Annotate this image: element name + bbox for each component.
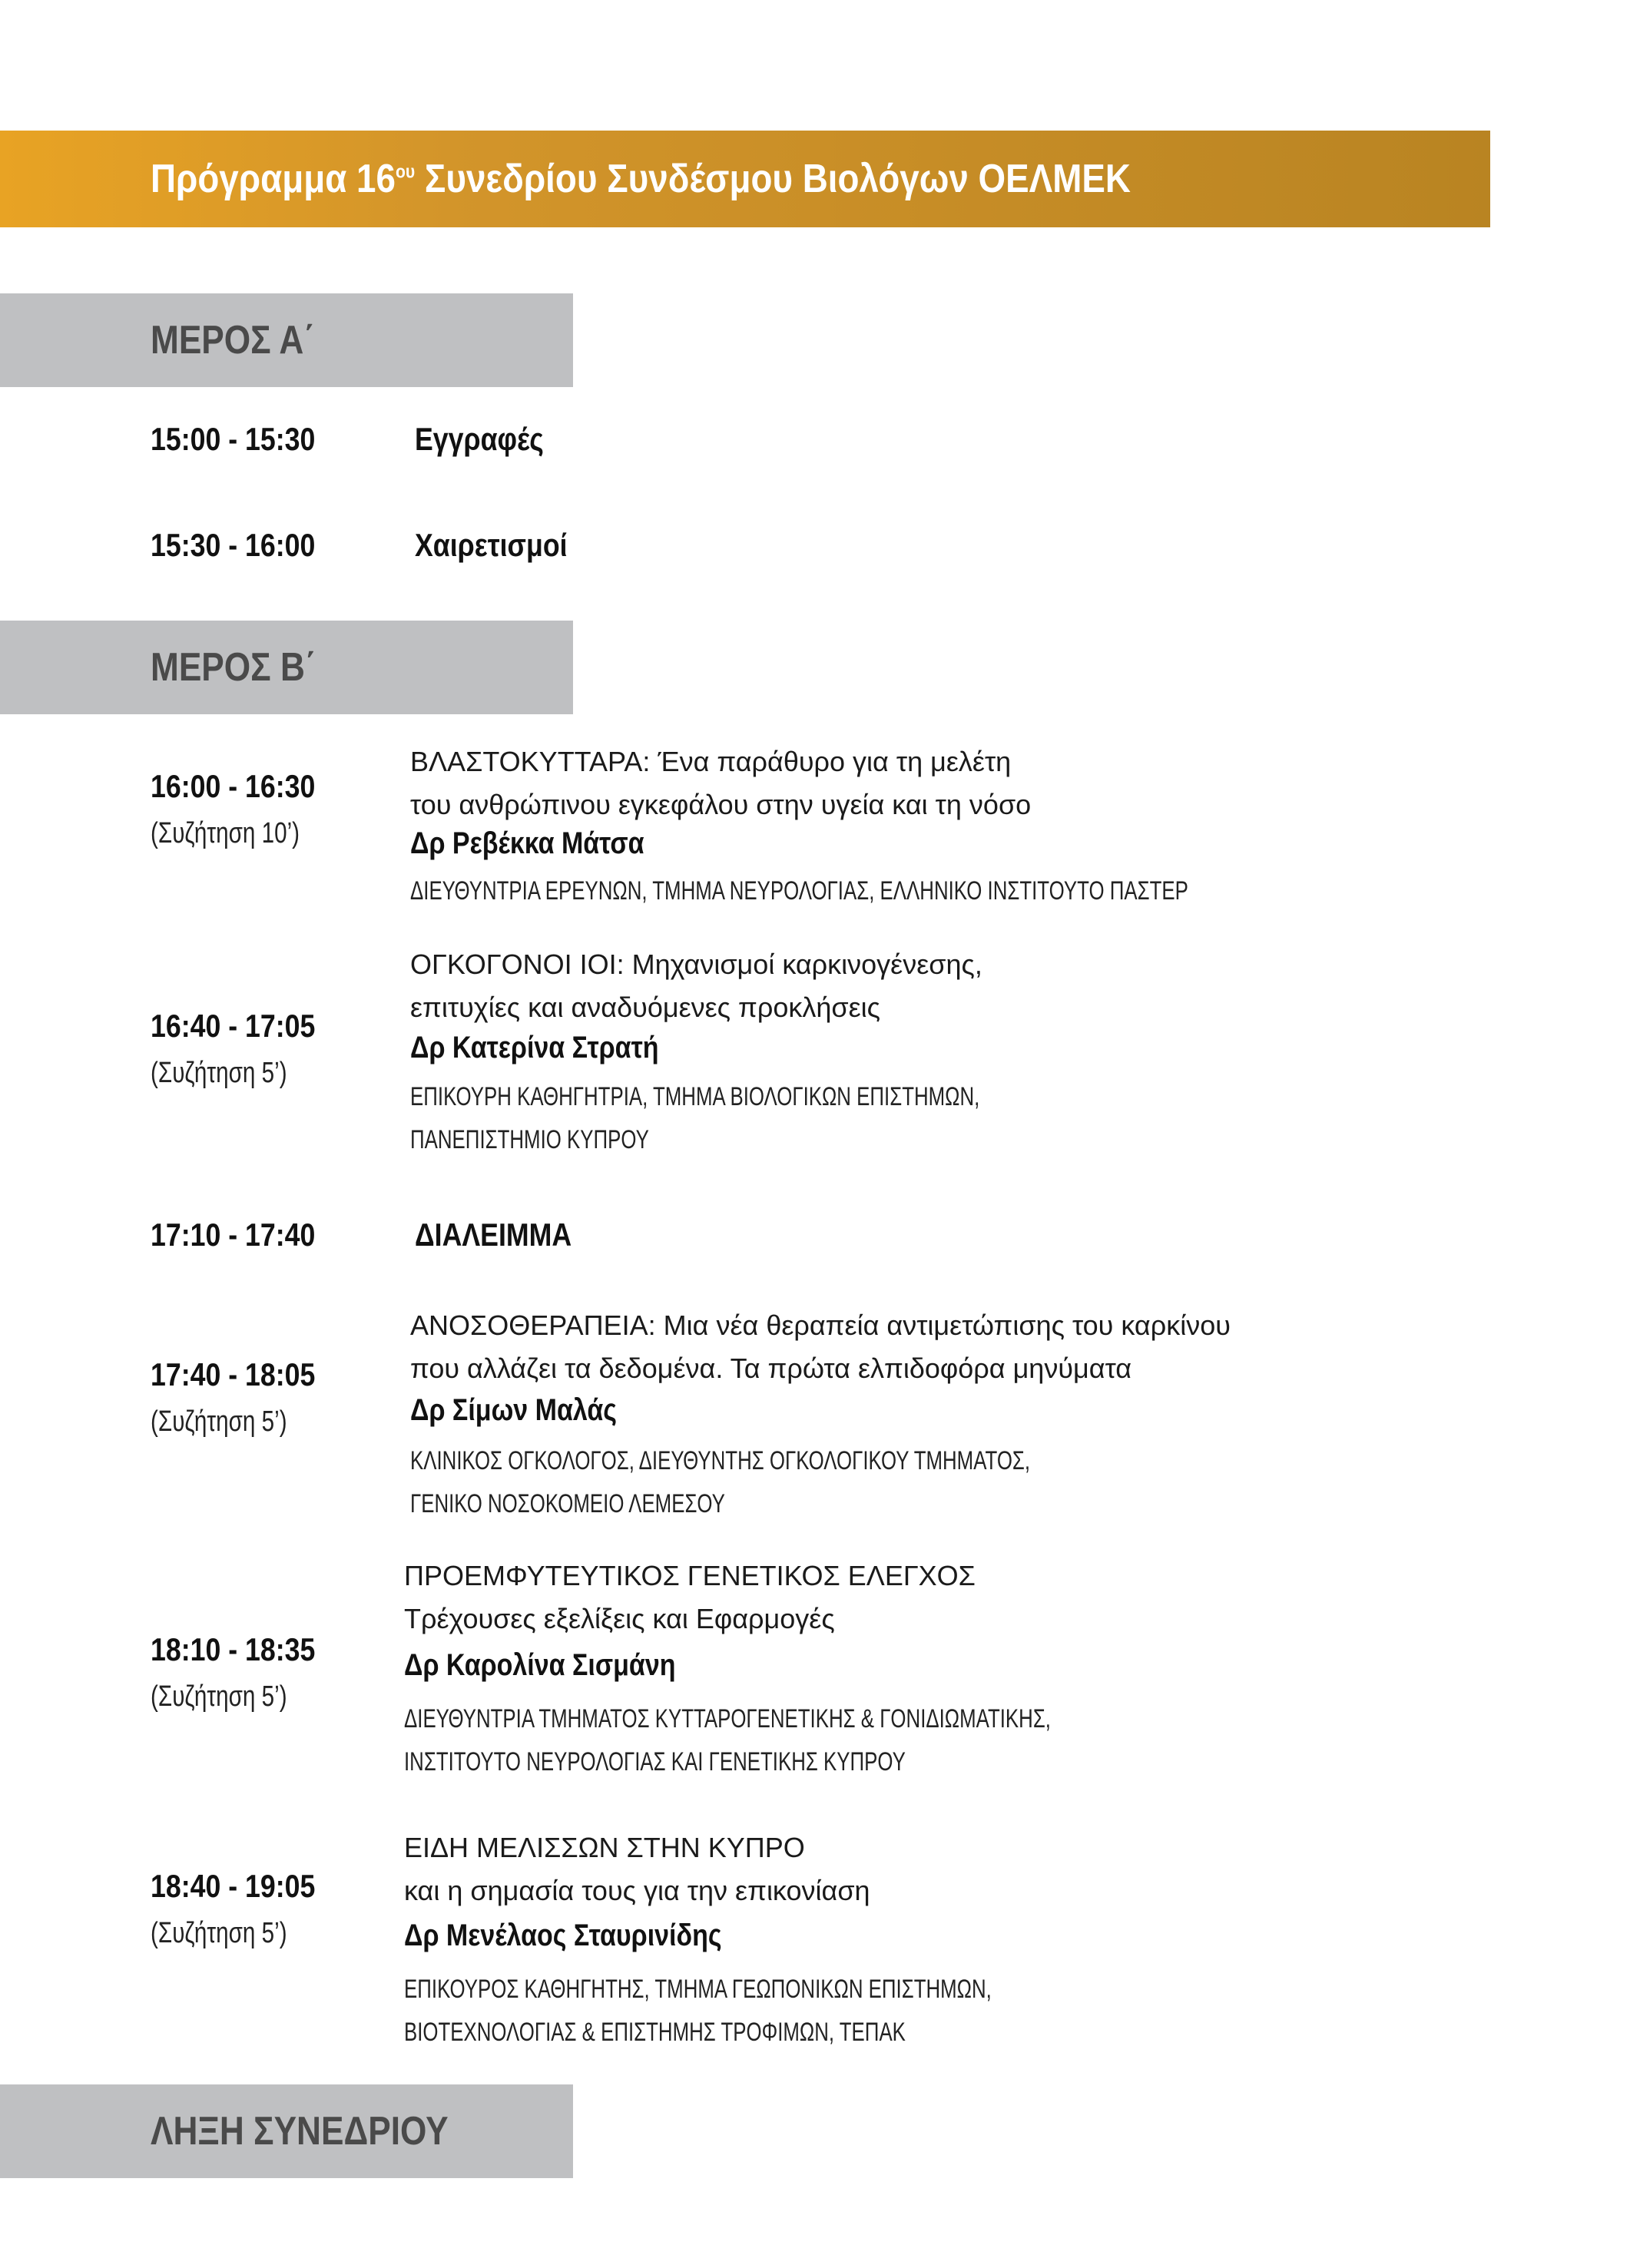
talk-discussion: (Συζήτηση 10’) <box>151 817 300 849</box>
talk-affiliation-line-1: ΔΙΕΥΘΥΝΤΡΙΑ ΕΡΕΥΝΩΝ, ΤΜΗΜΑ ΝΕΥΡΟΛΟΓΙΑΣ, ΕΛΛΗΝΙΚΟ ΙΝΣΤΙΤΟΥΤΟ ΠΑΣΤΕΡ <box>410 876 1188 906</box>
break-title: ΔΙΑΛΕΙΜΜΑ <box>415 1217 572 1253</box>
break-time: 17:10 - 17:40 <box>151 1217 316 1253</box>
talk-speaker: Δρ Ρεβέκκα Μάτσα <box>410 826 644 860</box>
talk-speaker: Δρ Κατερίνα Στρατή <box>410 1031 659 1064</box>
program-title-rest: Συνεδρίου Συνδέσμου Βιολόγων ΟΕΛΜΕΚ <box>415 157 1131 201</box>
program-title-superscript: ου <box>395 161 416 183</box>
section-header-part-a <box>0 293 573 387</box>
schedule-title: Εγγραφές <box>415 421 544 457</box>
talk-topic-line-1: ΟΓΚΟΓΟΝΟΙ ΙΟΙ: Μηχανισμοί καρκινογένεσης, <box>410 949 982 980</box>
talk-discussion: (Συζήτηση 5’) <box>151 1917 287 1949</box>
talk-affiliation-line-1: ΕΠΙΚΟΥΡΗ ΚΑΘΗΓΗΤΡΙΑ, ΤΜΗΜΑ ΒΙΟΛΟΓΙΚΩΝ ΕΠΙΣΤΗΜΩΝ, <box>410 1082 980 1111</box>
program-title-bar <box>0 131 1490 227</box>
talk-time: 16:00 - 16:30 <box>151 768 316 804</box>
section-label-part-b: ΜΕΡΟΣ Β΄ <box>151 645 316 690</box>
talk-affiliation-line-1: ΕΠΙΚΟΥΡΟΣ ΚΑΘΗΓΗΤΗΣ, ΤΜΗΜΑ ΓΕΩΠΟΝΙΚΩΝ ΕΠΙΣΤΗΜΩΝ, <box>404 1975 992 2004</box>
talk-time: 18:10 - 18:35 <box>151 1631 316 1667</box>
talk-topic-line-2: και η σημασία τους για την επικονίαση <box>404 1875 870 1906</box>
talk-topic-line-1: ΕΙΔΗ ΜΕΛΙΣΣΩΝ ΣΤΗΝ ΚΥΠΡΟ <box>404 1832 805 1863</box>
talk-topic-line-1: ΑΝΟΣΟΘΕΡΑΠΕΙΑ: Μια νέα θεραπεία αντιμετώπισης του καρκίνου <box>410 1309 1231 1341</box>
section-label-part-a: ΜΕΡΟΣ Α΄ <box>151 318 315 363</box>
talk-topic-line-2: του ανθρώπινου εγκεφάλου στην υγεία και τη νόσο <box>410 789 1032 820</box>
program-title <box>151 156 1131 202</box>
talk-topic-line-1: ΒΛΑΣΤΟΚΥΤΤΑΡΑ: Ένα παράθυρο για τη μελέτη <box>410 746 1012 777</box>
section-label-closing: ΛΗΞΗ ΣΥΝΕΔΡΙΟΥ <box>151 2109 449 2154</box>
section-header-closing <box>0 2084 573 2178</box>
talk-discussion: (Συζήτηση 5’) <box>151 1405 287 1438</box>
schedule-title: Χαιρετισμοί <box>415 527 568 563</box>
talk-affiliation-line-2: ΓΕΝΙΚΟ ΝΟΣΟΚΟΜΕΙΟ ΛΕΜΕΣΟΥ <box>410 1489 725 1518</box>
talk-topic-line-2: Τρέχουσες εξελίξεις και Εφαρμογές <box>404 1603 835 1634</box>
talk-speaker: Δρ Σίμων Μαλάς <box>410 1393 617 1427</box>
talk-affiliation-line-2: ΒΙΟΤΕΧΝΟΛΟΓΙΑΣ & ΕΠΙΣΤΗΜΗΣ ΤΡΟΦΙΜΩΝ, ΤΕΠΑΚ <box>404 2018 906 2047</box>
talk-affiliation-line-2: ΙΝΣΤΙΤΟΥΤΟ ΝΕΥΡΟΛΟΓΙΑΣ ΚΑΙ ΓΕΝΕΤΙΚΗΣ ΚΥΠΡΟΥ <box>404 1747 906 1776</box>
talk-speaker: Δρ Μενέλαος Σταυρινίδης <box>404 1919 722 1952</box>
schedule-time: 15:00 - 15:30 <box>151 421 316 457</box>
program-title-main: Πρόγραμμα 16 <box>151 157 396 201</box>
talk-affiliation-line-1: ΔΙΕΥΘΥΝΤΡΙΑ ΤΜΗΜΑΤΟΣ ΚΥΤΤΑΡΟΓΕΝΕΤΙΚΗΣ & ΓΟΝΙΔΙΩΜΑΤΙΚΗΣ, <box>404 1704 1051 1733</box>
talk-discussion: (Συζήτηση 5’) <box>151 1680 287 1713</box>
talk-discussion: (Συζήτηση 5’) <box>151 1057 287 1089</box>
talk-topic-line-2: που αλλάζει τα δεδομένα. Τα πρώτα ελπιδοφόρα μηνύματα <box>410 1353 1132 1384</box>
schedule-time: 15:30 - 16:00 <box>151 527 316 563</box>
talk-speaker: Δρ Καρολίνα Σισμάνη <box>404 1648 676 1682</box>
talk-time: 18:40 - 19:05 <box>151 1868 316 1904</box>
talk-topic-line-1: ΠΡΟΕΜΦΥΤΕΥΤΙΚΟΣ ΓΕΝΕΤΙΚΟΣ ΕΛΕΓΧΟΣ <box>404 1560 976 1591</box>
talk-time: 16:40 - 17:05 <box>151 1008 316 1044</box>
section-header-part-b <box>0 621 573 714</box>
talk-topic-line-2: επιτυχίες και αναδυόμενες προκλήσεις <box>410 992 880 1023</box>
talk-time: 17:40 - 18:05 <box>151 1356 316 1392</box>
talk-affiliation-line-2: ΠΑΝΕΠΙΣΤΗΜΙΟ ΚΥΠΡΟΥ <box>410 1125 649 1154</box>
talk-affiliation-line-1: ΚΛΙΝΙΚΟΣ ΟΓΚΟΛΟΓΟΣ, ΔΙΕΥΘΥΝΤΗΣ ΟΓΚΟΛΟΓΙΚΟΥ ΤΜΗΜΑΤΟΣ, <box>410 1446 1031 1475</box>
